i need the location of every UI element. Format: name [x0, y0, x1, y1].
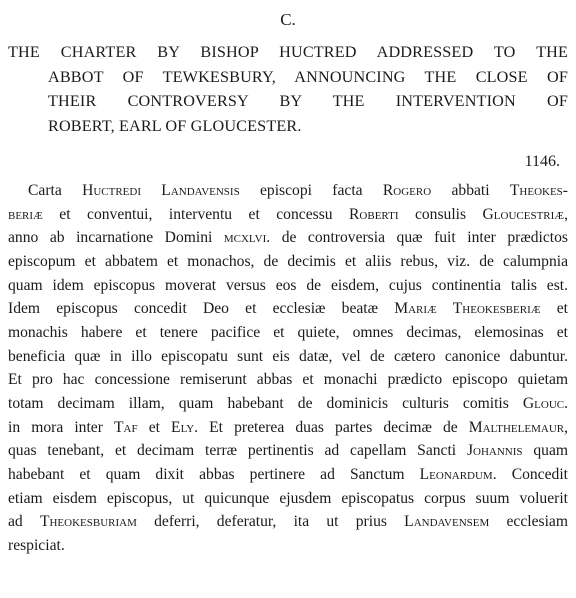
body-text-run: Carta: [28, 182, 83, 199]
body-text-run: et conventui, interventu et concessu: [42, 205, 350, 223]
small-caps-name: Rogero: [382, 182, 432, 199]
small-caps-name: beriæ: [8, 205, 43, 223]
body-text-run: ecclesiam: [489, 513, 568, 531]
body-text-run: in mora inter: [8, 418, 115, 436]
body-text-run: Concedit: [496, 465, 568, 483]
heading-line: ABBOT OF TEWKESBURY, ANNOUNCING THE CLOSE OF: [48, 67, 568, 86]
body-line: [8, 534, 568, 558]
small-caps-name: mcxlvi.: [223, 229, 271, 247]
small-caps-name: Theokes-: [509, 182, 568, 199]
small-caps-name: Johannis: [466, 442, 523, 460]
small-caps-name: Theokesburiam: [39, 513, 137, 531]
body-text-run: Et preterea duas partes decimæ de: [198, 418, 469, 436]
body-text-run: totam decimam illam, quam habebant de dominicis culturis comitis: [8, 394, 523, 412]
body-line: [8, 179, 568, 203]
body-text-run: quam idem episcopus moverat versus eos de eisdem, cujus continentia talis est.: [8, 276, 568, 294]
body-line: [8, 463, 568, 487]
small-caps-name: Glouc.: [522, 394, 568, 412]
small-caps-name: Leonardum.: [419, 465, 497, 483]
body-text-run: episcopi facta: [239, 182, 383, 199]
body-line: [8, 203, 568, 227]
body-line: [8, 250, 568, 274]
charter-heading: [8, 40, 568, 138]
body-text-run: episcopum et abbatem et monachos, de decimis et aliis rebus, viz. de calumpnia: [8, 252, 568, 270]
heading-line: THEIR CONTROVERSY BY THE INTERVENTION OF: [48, 92, 568, 110]
small-caps-name: Huctredi Landavensis: [82, 182, 240, 199]
body-line: [8, 368, 568, 392]
body-text-run: quas tenebant, et decimam terræ pertinentis ad capellam Sancti: [8, 442, 467, 460]
body-line: [8, 416, 568, 440]
body-text-run: de controversia quæ fuit inter prædictos: [270, 229, 568, 247]
body-line: [8, 439, 568, 463]
body-text-run: quam: [522, 442, 568, 460]
body-text-run: respiciat.: [8, 536, 65, 554]
body-text-run: et: [137, 418, 172, 436]
body-text-run: ad: [8, 513, 40, 531]
body-line: [8, 321, 568, 345]
body-text-run: abbati: [431, 182, 510, 199]
body-text-run: deferri, deferatur, ita ut prius: [136, 513, 405, 531]
body-text-run: beneficia quæ in illo episcopatu sunt eis datæ, vel de cætero canonice dabuntur.: [8, 347, 568, 365]
small-caps-name: Roberti: [349, 205, 399, 223]
heading-line: THE CHARTER BY BISHOP HUCTRED ADDRESSED TO THE: [8, 43, 568, 61]
body-line: [8, 510, 568, 534]
body-text-run: et: [540, 300, 568, 318]
body-text-run: Idem episcopus concedit Deo et ecclesiæ beatæ: [8, 300, 395, 318]
body-line: [8, 297, 568, 321]
body-line: [8, 392, 568, 416]
small-caps-name: Landavensem: [404, 513, 490, 531]
small-caps-name: Taf: [114, 418, 138, 436]
body-text-run: habebant et quam dixit abbas pertinere ad Sanctum: [8, 465, 420, 483]
small-caps-name: Malthelemaur,: [468, 418, 568, 436]
body-line: [8, 345, 568, 369]
small-caps-name: Gloucestriæ,: [482, 205, 568, 223]
body-text-run: etiam eisdem episcopus, ut quicunque ejusdem episcopatus corpus suum voluerit: [8, 489, 568, 507]
body-text-run: anno ab incarnatione Domini: [8, 229, 224, 247]
section-letter: C.: [280, 10, 296, 29]
small-caps-name: Mariæ Theokesberiæ: [394, 300, 541, 318]
small-caps-name: Ely.: [171, 418, 199, 436]
body-text-run: consulis: [398, 205, 483, 223]
body-line: [8, 487, 568, 511]
body-line: [8, 226, 568, 250]
charter-body: [8, 179, 568, 558]
body-text-run: monachis habere et tenere pacifice et quiete, omnes decimas, elemosinas et: [8, 323, 568, 341]
heading-line: ROBERT, EARL OF GLOUCESTER.: [48, 116, 302, 135]
body-text-run: Et pro hac concessione remiserunt abbas et monachi prædicto episcopo quietam: [8, 371, 568, 389]
body-line: [8, 274, 568, 298]
charter-date: 1146.: [524, 153, 560, 170]
